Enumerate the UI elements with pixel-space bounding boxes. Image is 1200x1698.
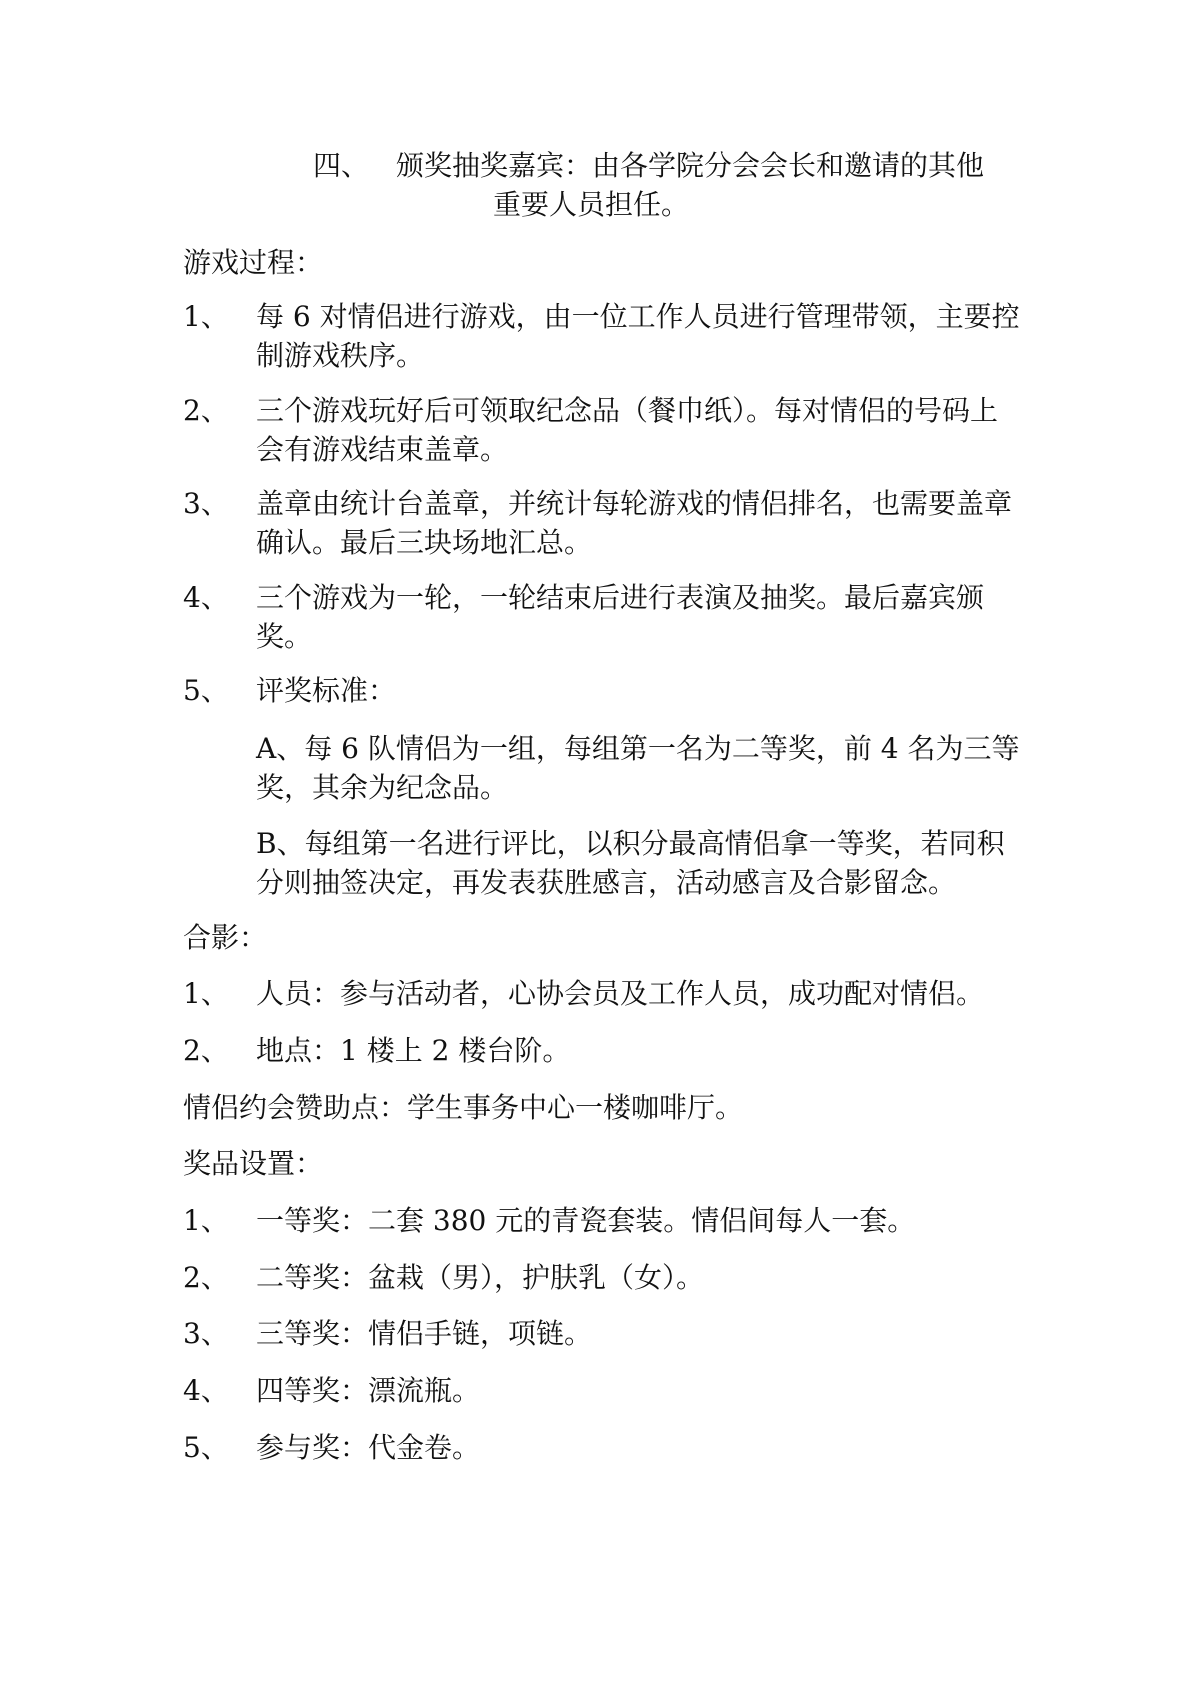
list-item-text: 三个游戏为一轮，一轮结束后进行表演及抽奖。最后嘉宾颁 (256, 581, 985, 614)
list-item-text: 一等奖：二套 380 元的青瓷套装。情侣间每人一套。 (256, 1204, 916, 1237)
list-item-text: 评奖标准： (256, 674, 397, 707)
list-item-text: 参与奖：代金卷。 (256, 1431, 481, 1464)
list-number: 2、 (183, 394, 229, 427)
criteria-text: 分则抽签决定，再发表获胜感言，活动感言及合影留念。 (256, 866, 957, 899)
section-heading-line-2: 重要人员担任。 (493, 188, 690, 221)
list-number: 1、 (183, 1204, 229, 1237)
list-item-text: 奖。 (256, 620, 313, 653)
criteria-text: B、每组第一名进行评比，以积分最高情侣拿一等奖，若同积 (256, 827, 1005, 860)
list-item-text: 地点：1 楼上 2 楼台阶。 (256, 1034, 571, 1067)
list-number: 3、 (183, 1317, 229, 1350)
list-number: 1、 (183, 300, 229, 333)
list-number: 4、 (183, 1374, 229, 1407)
list-number: 2、 (183, 1261, 229, 1294)
list-number: 3、 (183, 487, 229, 520)
list-item-text: 三等奖：情侣手链，项链。 (256, 1317, 593, 1350)
list-number: 2、 (183, 1034, 229, 1067)
list-item-text: 四等奖：漂流瓶。 (256, 1374, 481, 1407)
sponsor-line: 情侣约会赞助点：学生事务中心一楼咖啡厅。 (183, 1091, 744, 1124)
group-photo-title: 合影： (183, 921, 268, 954)
list-item-text: 每 6 对情侣进行游戏，由一位工作人员进行管理带领，主要控 (256, 300, 1020, 333)
criteria-text: A、每 6 队情侣为一组，每组第一名为二等奖，前 4 名为三等 (256, 732, 1020, 765)
section-number: 四、 (313, 149, 370, 182)
list-item-text: 盖章由统计台盖章，并统计每轮游戏的情侣排名，也需要盖章 (256, 487, 1013, 520)
prizes-title: 奖品设置： (183, 1147, 324, 1180)
list-number: 5、 (183, 674, 229, 707)
list-number: 4、 (183, 581, 229, 614)
list-number: 5、 (183, 1431, 229, 1464)
list-item-text: 确认。最后三块场地汇总。 (256, 526, 593, 559)
list-item-text: 制游戏秩序。 (256, 339, 425, 372)
list-item-text: 会有游戏结束盖章。 (256, 433, 509, 466)
list-item-text: 人员：参与活动者，心协会员及工作人员，成功配对情侣。 (256, 977, 985, 1010)
list-item-text: 三个游戏玩好后可领取纪念品（餐巾纸）。每对情侣的号码上 (256, 394, 999, 427)
section-heading-line-1: 颁奖抽奖嘉宾：由各学院分会会长和邀请的其他 (396, 149, 985, 182)
criteria-text: 奖，其余为纪念品。 (256, 771, 509, 804)
game-process-title: 游戏过程： (183, 246, 324, 279)
list-number: 1、 (183, 977, 229, 1010)
list-item-text: 二等奖：盆栽（男），护肤乳（女）。 (256, 1261, 705, 1294)
